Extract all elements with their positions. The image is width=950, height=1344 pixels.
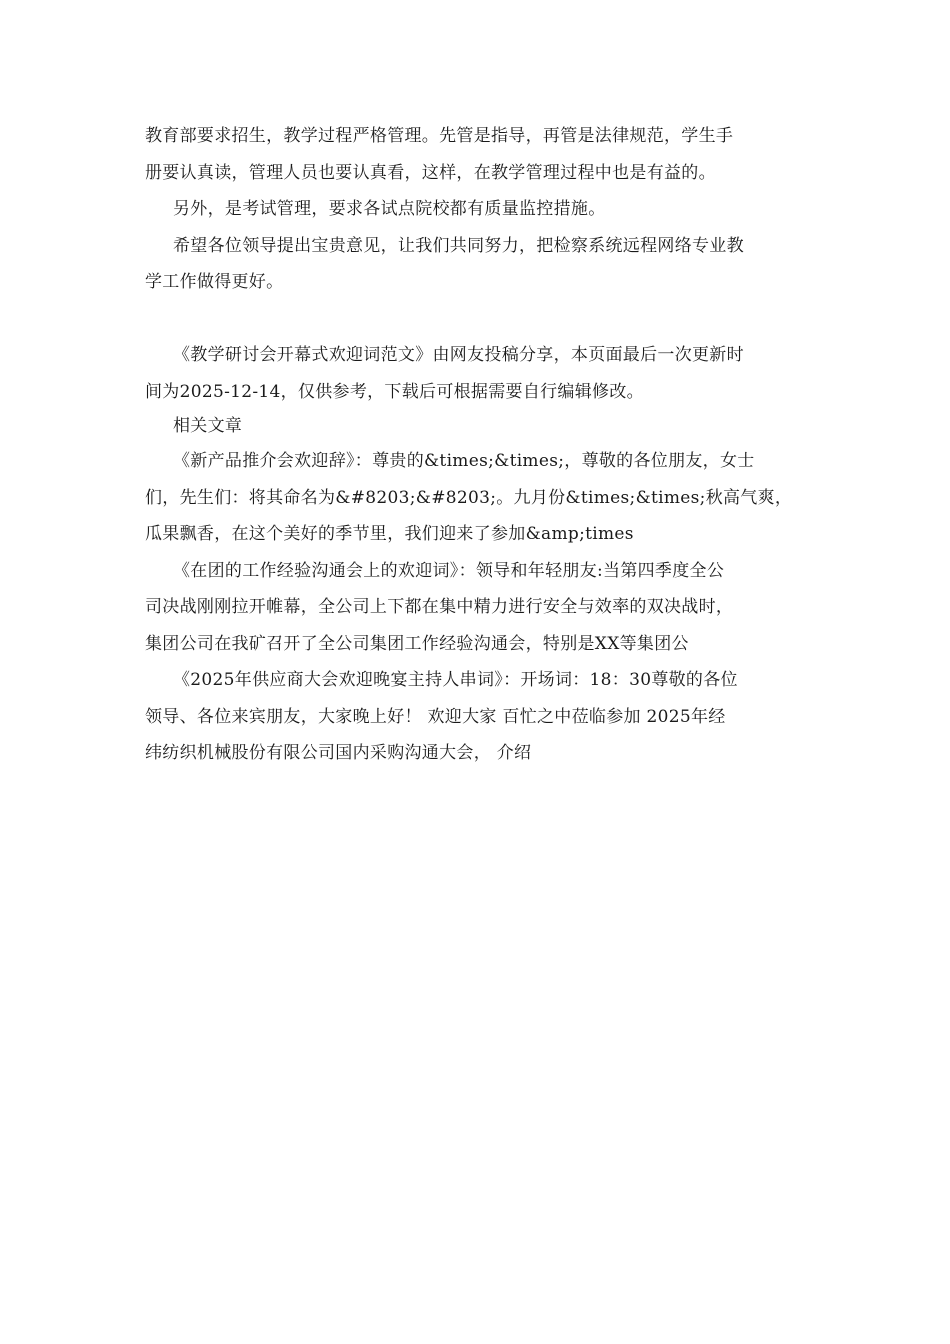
related-heading: 相关文章	[173, 416, 243, 436]
related-article[interactable]	[145, 443, 810, 553]
text-line: 瓜果飘香，在这个美好的季节里，我们迎来了参加&amp;times	[145, 524, 634, 544]
text-line: 纬纺织机械股份有限公司国内采购沟通大会， 介绍	[145, 743, 532, 763]
body-paragraph-2	[145, 191, 810, 228]
text-line: 《在团的工作经验沟通会上的欢迎词》：领导和年轻朋友:当第四季度全公	[173, 560, 725, 581]
document-page	[145, 118, 810, 772]
related-article[interactable]	[145, 553, 810, 663]
text-line: 领导、各位来宾朋友，大家晚上好！ 欢迎大家 百忙之中莅临参加 2025年经	[145, 706, 726, 727]
text-line: 另外，是考试管理，要求各试点院校都有质量监控措施。	[173, 199, 606, 219]
text-line: 册要认真读，管理人员也要认真看，这样，在教学管理过程中也是有益的。	[145, 162, 716, 183]
text-line: 们，先生们：将其命名为&#8203;&#8203;。九月份&times;&times;秋高气爽，	[145, 487, 793, 508]
text-line: 间为2025-12-14，仅供参考，下载后可根据需要自行编辑修改。	[145, 381, 644, 402]
text-line: 《教学研讨会开幕式欢迎词范文》由网友投稿分享，本页面最后一次更新时	[173, 345, 744, 365]
text-line: 《新产品推介会欢迎辞》：尊贵的&times;&times;，尊敬的各位朋友，女士	[173, 451, 755, 471]
text-line: 《2025年供应商大会欢迎晚宴主持人串词》：开场词：18：30尊敬的各位	[173, 670, 738, 690]
body-paragraph-1	[145, 118, 810, 191]
text-line: 集团公司在我矿召开了全公司集团工作经验沟通会，特别是XX等集团公	[145, 633, 689, 654]
text-line: 希望各位领导提出宝贵意见，让我们共同努力，把检察系统远程网络专业教	[173, 235, 744, 256]
text-line: 司决战刚刚拉开帷幕，全公司上下都在集中精力进行安全与效率的双决战时，	[145, 597, 734, 617]
body-paragraph-3	[145, 228, 810, 301]
spacer	[145, 301, 810, 338]
text-line: 学工作做得更好。	[145, 272, 284, 292]
related-article[interactable]	[145, 662, 810, 772]
text-line: 教育部要求招生，教学过程严格管理。先管是指导，再管是法律规范，学生手	[145, 126, 734, 146]
related-articles	[145, 410, 810, 772]
footer-note	[145, 337, 810, 410]
